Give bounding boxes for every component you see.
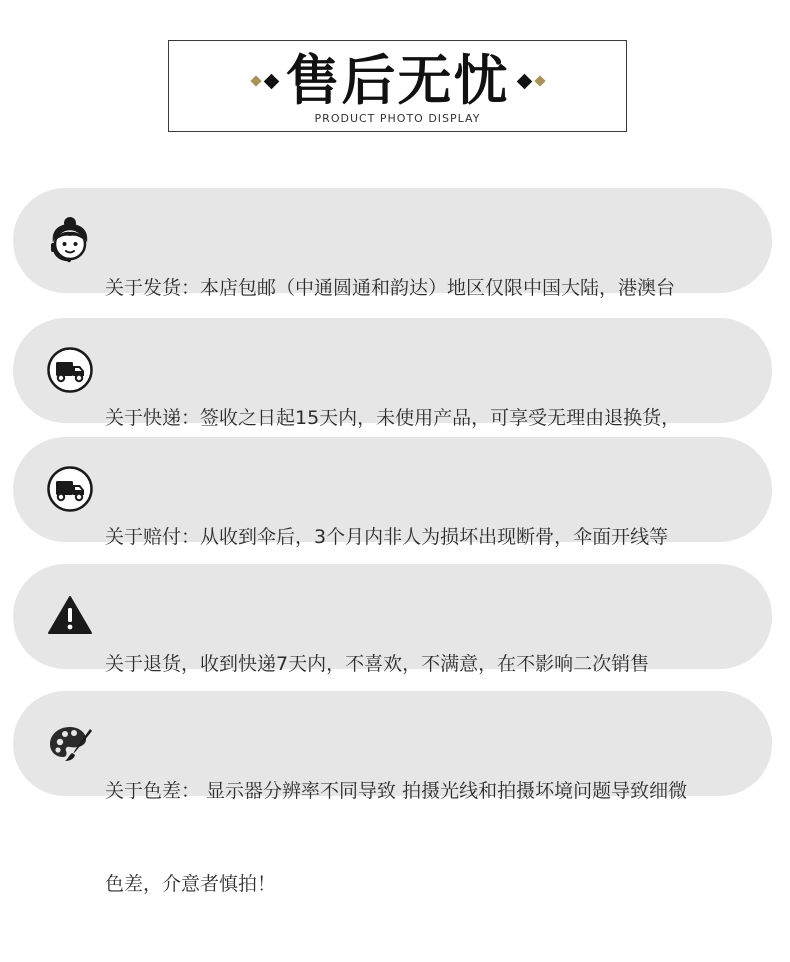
title-row — [169, 49, 626, 113]
card-text-line: 关于快递：签收之日起15天内，未使用产品，可享受无理由退换货， — [105, 407, 681, 429]
color-palette-icon — [45, 718, 95, 768]
warning-icon — [45, 591, 95, 641]
info-card-color-difference — [13, 691, 772, 895]
info-card-compensation — [13, 437, 772, 548]
delivery-truck-icon — [45, 345, 95, 395]
delivery-truck-icon — [45, 464, 95, 514]
card-text-line: 色差，介意者慎拍！ — [105, 873, 277, 895]
header-title-box — [168, 40, 627, 132]
page-subtitle: PRODUCT PHOTO DISPLAY — [314, 112, 481, 125]
card-text — [105, 714, 760, 962]
info-card-express — [13, 318, 772, 429]
customer-service-icon — [45, 215, 95, 265]
page-title: 售后无忧 — [285, 49, 510, 112]
card-text-line: 关于色差： 显示器分辨率不同导致 拍摄光线和拍摄坏境问题导致细微 — [105, 780, 688, 802]
card-text-line: 关于退货，收到快递7天内，不喜欢，不满意，在不影响二次销售 — [105, 653, 650, 675]
diamond-decoration-left-icon — [248, 74, 280, 88]
info-card-returns — [13, 564, 772, 675]
info-card-shipping — [13, 188, 772, 299]
diamond-decoration-right-icon — [516, 74, 548, 88]
card-text-line: 关于发货：本店包邮（中通圆通和韵达）地区仅限中国大陆，港澳台 — [105, 277, 676, 299]
card-text-line: 关于赔付：从收到伞后，3个月内非人为损坏出现断骨，伞面开线等 — [105, 526, 669, 548]
